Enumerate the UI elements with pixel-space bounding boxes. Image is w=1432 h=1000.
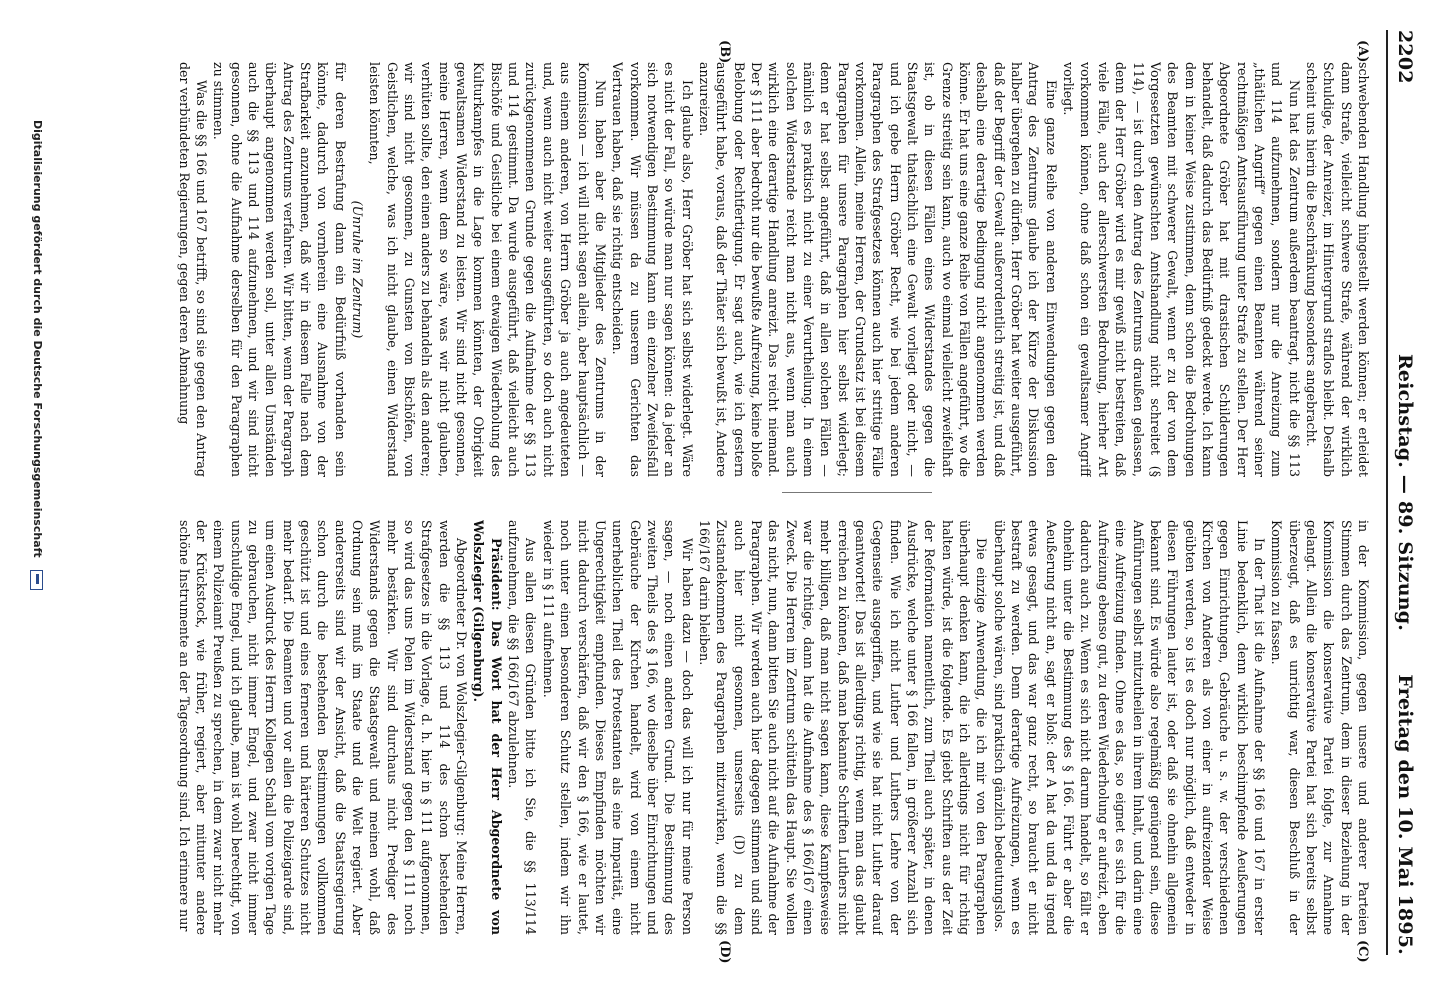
footer-credit-text: Digitalisierung gefördert durch die Deutsche Forschungsgemeinschaft	[31, 120, 44, 558]
footer-credit	[31, 120, 45, 590]
paragraph: Nun hat das Zentrum außerdem beantragt, nicht die §§ 113 und 114 aufzunehmen, sondern nur die Anreizung zum „thätlichen Angriff“ gegen einen Beamten während seiner rechtmäßigen Amtsausführung unter Strafe zu stellen. Der Herr Abgeordnete Gröber hat mit drastischen Schilderungen behandelt, daß dadurch das Bedürfniß gedeckt werde. Ich kann dem in keiner Weise zustimmen, denn schon die Bedrohungen des Beamten mit schwerer Gewalt, wenn er zu der von dem Vorgesetzten gewünschten Amtshandlung nicht schreitet (§ 114), — ist durch den Antrag des Zentrums draußen gelassen, denn der Herr Gröber wird es mir gewiß nicht bestreiten, daß viele Fälle, auch der allerschwersten Bedrohung, hierher Art vorkommen können, ohne daß schon ein gewaltsamer Angriff vorliegt.	[1061, 62, 1302, 477]
header-rule	[1386, 30, 1388, 955]
margin-marker-a: (A)	[1355, 40, 1370, 63]
page-number: 2202	[1394, 30, 1416, 84]
paragraph: Was die §§ 166 und 167 betrifft, so sind sie gegen den Antrag der verbündeten Regierungen, gegen deren Abmahnung	[176, 62, 209, 477]
right-column	[82, 520, 1372, 935]
paragraph: Die einzige Anwendung, die ich mir von den Paragraphen überhaupt denken kann, die ich allerdings nicht für richtig halten würde, ist die folgende. Es giebt Schriften aus der Zeit der Reformation namentlich, zum Theil auch später, in denen Ausdrücke, welche unter § 166 fallen, in größerer Anzahl sich finden. Wie ich nicht Luther und Luthers Lehre von der Gegenseite ausgegriffen, und wie sie hat nicht Luther darauf geantwortet! Das ist allerdings richtig, wenn man das glaubt erreichen zu können, daß man bekannte Schriften Luthers nicht mehr billigen, daß man nicht sagen kann, diese Kampfesweise war die richtige, dann hat die Aufnahme des § 166/167 einen Zweck. Die Herren im Zentrum schütteln das Haupt. Sie wollen das nicht, nun, dann bitten Sie auch nicht auf die Aufnahme der Paragraphen. Wir werden auch hier dagegen stimmen und sind auch hier nicht gesonnen, unserseits (D) zu dem Zustandekommen des Paragraphen mitzuwirken, wenn die §§ 166/167 darin bleiben.	[696, 520, 990, 935]
paragraph: In der That ist die Aufnahme der §§ 166 und 167 in erster Linie bedenklich, denn wirklich beschimpfende Aeußerungen gegen Einrichtungen, Gebräuche u. s. w. der verschiedenen Kirchen von Anderen als von einer in aufreizender Weise geübten werden, so ist es doch nur möglich, daß entweder in diesen Führungen lauter ist, oder daß sie ohnehin allgemein bekannt sind. Es würde also regelmäßig genügend sein, diese Anführungen selbst mitzutheilen in ihrem Inhalt, und darin eine eine Aufreizung finden. Ohne es das, so eignet es sich für die Aufreizung ebenso gut, zu deren Wiederholung er aufreizt, eben dadurch auch zu. Wenn es sich nicht darum handelt, so fällt er ohnehin unter die Bestimmung des § 166. Führt er aber die Aeußerung nicht an, sagt er bloß: der A hat da und da irgend etwas gesagt, und das war ganz recht, so braucht er nicht bestraft zu werden. Denn derartige Aufreizungen, wenn es überhaupt solche wären, sind praktisch gänzlich bedeutungslos.	[991, 520, 1267, 935]
paragraph: für deren Bestrafung dann ein Bedürfniß vorhanden sein könnte, dadurch von vornherein eine Ausnahme von der Strafbarkeit anzunehmen, daß wir in diesem Falle nach dem Antrag des Zentrums verfahren. Wir bitten, wenn der Paragraph überhaupt angenommen werden soll, unter allen Umständen auch die §§ 113 und 114 aufzunehmen, und wir sind nicht gesonnen, ohne die Aufnahme derselben für den Paragraphen zu stimmen.	[211, 62, 348, 477]
dfg-logo-icon	[31, 570, 44, 590]
session-date: Freitag den 10. Mai 1895.	[1394, 674, 1416, 955]
column-separator	[782, 492, 932, 493]
margin-marker-d: (D)	[717, 940, 732, 964]
paragraph: schwebenden Handlung hingestellt werden können; er erleidet dann Strafe, vielleicht schwere Strafe, während der wirklich Schuldige, der Anreizer, im Hintergrund straflos bleibt. Deshalb scheint uns hierin die Beschränkung besonders angebracht.	[1303, 62, 1371, 477]
interjection: (Unruhe im Zentrum)	[350, 200, 366, 339]
margin-marker-b: (B)	[717, 40, 732, 64]
page-title: Reichstag. — 89. Sitzung.	[1394, 353, 1416, 632]
paragraph: Eine ganze Reihe von anderen Einwendungen gegen den Antrag des Zentrums glaube ich der Kürze der Diskussion halber übergehen zu dürfen. Herr Gröber hat weiter ausgeführt, daß der Begriff der Gewalt außerordentlich streitig ist, und daß deshalb eine derartige Bedingung nicht angenommen werden könne. Er hat uns eine ganze Reihe von Fällen angeführt, wo die Grenze streitig sein kann, auch wo einmal vielleicht zweifelhaft ist, ob in diesen Fällen eines Widerstandes gegen die Staatsgewalt thatsächlich eine Gewalt vorliegt oder nicht, — und ich gebe Herrn Gröber Recht, wie bei jedem anderen Paragraphen des Strafgesetzes können auch hier strittige Fälle vorkommen. Allein, meine Herren, der Grundsatz ist bei diesem Paragraphen für unsere Paragraphen hier selbst widerlegt; denn er hat selbst angeführt, daß in allen solchen Fällen — nämlich es praktisch nicht zu einer Verurtheilung. In einem solchen Widerstande reicht man nicht aus, wenn man auch wirklich eine derartige Handlung anreizt. Das reicht niemand. Der § 111 aber bedroht nur die bewußte Aufreizung, keine bloße Belobung oder Rechtfertigung. Er sagt auch, wie ich gestern ausgeführt habe, voraus, daß der Thäter sich bewußt ist, Andere anzureizen.	[696, 62, 1059, 477]
paragraph: Aus allen diesen Gründen bitte ich Sie, die §§ 113/114 aufzunehmen, die §§ 166/167 abzulehnen.	[506, 520, 539, 935]
paragraph: Wir haben dazu — doch das will ich nur für meine Person sagen, — noch einen anderen Grund. Die Bestimmung des zweiten Theils des § 166, wo dieselbe über Einrichtungen und Gebräuche der Kirchen handelt, wird von einem nicht unerheblichen Theil des Protestanten als eine Imparität, eine Ungerechtigkeit empfunden. Dieses Empfinden möchten wir nicht dadurch verschärfen, daß wir den § 166, wie er lautet, noch unter einen besonderen Schutz stellen, indem wir ihn wieder in § 111 aufnehmen.	[540, 520, 695, 935]
paragraph: in der Kommission, gegen unsere und anderer Parteien Stimmen durch das Zentrum, dem in dieser Beziehung in der Kommission die konservative Partei folgte, zur Annahme gelangt. Allein die konservative Partei hat sich bereits selbst überzeugt, daß es unrichtig war, diesen Beschluß in der Kommission zu fassen.	[1269, 520, 1371, 935]
speaker-paragraph: Präsident: Das Wort hat der Herr Abgeordnete von Wolszlegier (Gilgenburg).	[471, 520, 504, 935]
margin-marker-c: (C)	[1355, 940, 1370, 963]
page-header	[1390, 30, 1416, 955]
paragraph: Ich glaube also, Herr Gröber hat sich selbst widerlegt. Wäre es nicht der Fall, so würde man nur sagen können: da jeder an sich notwendigen Bestimmung kann ein einzelner Zweifelsfall vorkommen. Wir müssen da zu unserem Gerichten das Vertrauen haben, daß sie richtig entscheiden.	[610, 62, 695, 477]
speaker-paragraph: Abgeordneter Dr. von Wolszlegier-Gilgenburg: Meine Herren, werden die §§ 113 und 114 des schon bestehenden Strafgesetzes in die Vorlage, d. h. hier in § 111 aufgenommen, so wird das uns Polen im Widerstand gegen den § 111 noch mehr bestärken. Wir sind durchaus nicht Prediger des Widerstands gegen die Staatsgewalt und meinen wohl, daß Ordnung sein muß im Staate und die Welt regiert. Aber andererseits sind wir der Ansicht, daß die Staatsregierung schon durch die bestehenden Bestimmungen vollkommen geschützt ist und eines ferneren und härteren Schutzes nicht mehr bedarf. Die Beamten und vor allen die Polizeigarde sind, um einen Ausdruck des Herrn Kollegen Schall vom vorigen Tage zu gebrauchen, nicht immer Engel, und zwar nicht immer unschuldige Engel, und ich glaube, man ist wohl berechtigt, von einem Polizeiamt Preußen zu sprechen, in dem zwar nicht mehr der Krückstock, wie früher, regiert, aber mitunter andere schöne Instrumente an der Tagesordnung sind. Ich erinnere nur	[176, 520, 470, 935]
paragraph: Nun haben aber die Mitglieder des Zentrums in der Kommission — ich will nicht sagen allein, aber hauptsächlich — aus einem anderen, von Herrn Gröber ja auch angedeuteten und, wenn auch nicht weiter ausgeführten, so doch auch nicht zurückgenommenen Grunde gegen die Aufnahme der §§ 113 und 114 gestimmt. Da wurde ausgeführt, daß vielleicht auch Bischöfe und Geistliche bei einem etwaigen Wiederholung des Kulturkampfes in die Lage kommen könnten, der Obrigkeit gewaltsamen Widerstand zu leisten. Wir sind nicht gesonnen, meine Herren, wenn dem so wäre, was wir nicht glauben, verhüten sollte, den einen anders zu behandeln als den anderen; wir sind nicht gesonnen, zu Gunsten von Bischöfen, von Geistlichen, welche, was ich nicht glaube, einen Widerstand leisten könnten,	[367, 62, 608, 477]
left-column	[82, 62, 1372, 477]
